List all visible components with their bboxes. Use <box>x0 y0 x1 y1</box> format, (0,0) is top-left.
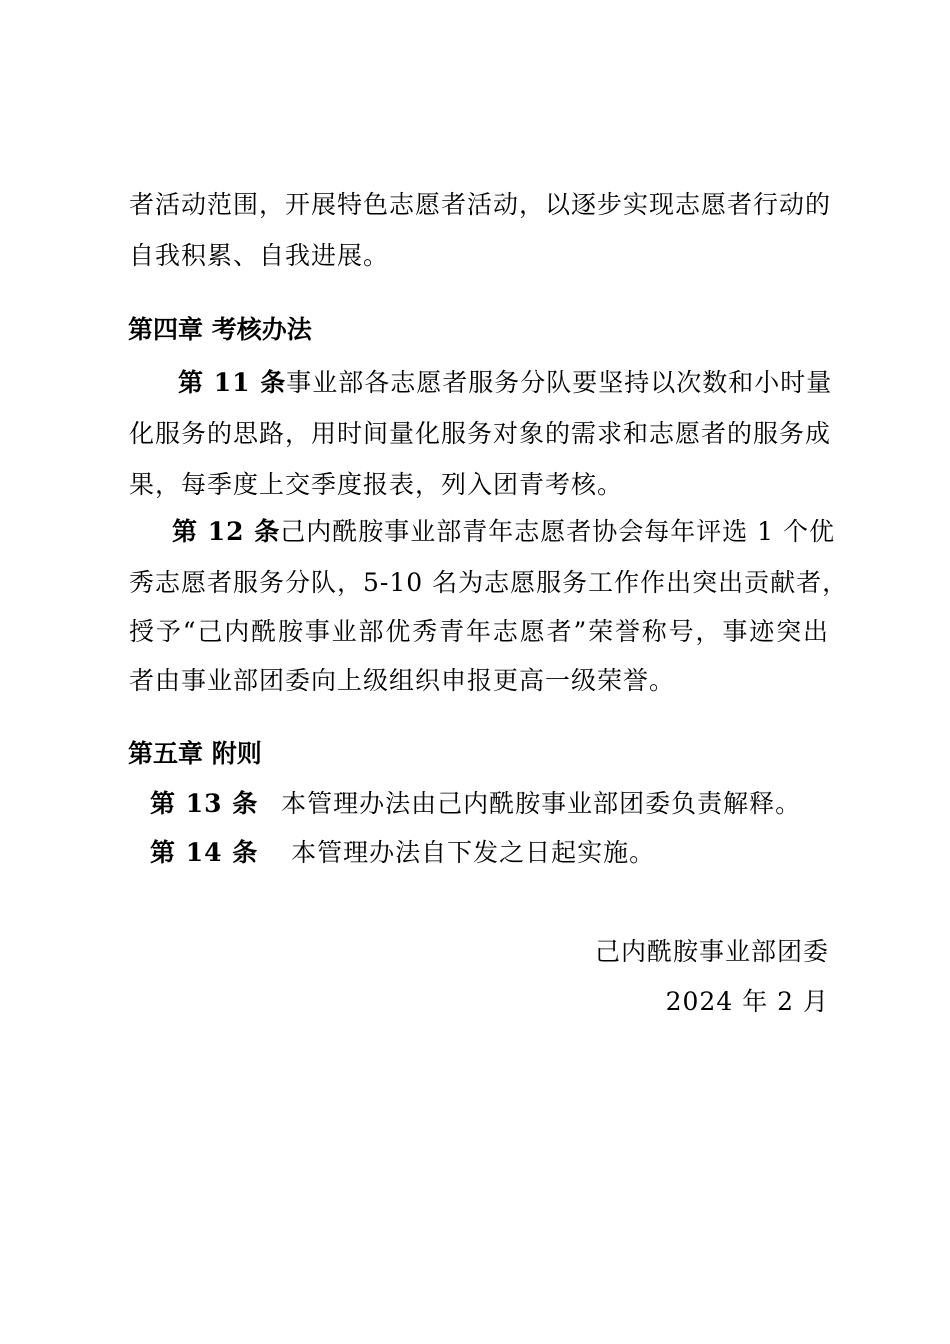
article-12-line-2: 秀志愿者服务分队，5-10 名为志愿服务工作作出突出贡献者， <box>129 568 849 597</box>
article-12-text-1: 己内酰胺事业部青年志愿者协会每年评选 1 个优 <box>280 517 836 546</box>
article-13-label: 第 13 条 <box>150 789 259 818</box>
intro-line-1: 者活动范围，开展特色志愿者活动，以逐步实现志愿者行动的 <box>129 190 832 219</box>
article-11-text-1: 事业部各志愿者服务分队要坚持以次数和小时量 <box>286 368 833 397</box>
signature-date: 2024 年 2 月 <box>665 987 829 1016</box>
article-11-label: 第 11 条 <box>178 368 287 397</box>
article-14-label: 第 14 条 <box>150 838 259 867</box>
article-13-line <box>150 787 801 821</box>
chapter-4-heading: 第四章 考核办法 <box>128 315 312 344</box>
article-11-line-2: 化服务的思路，用时间量化服务对象的需求和志愿者的服务成 <box>129 419 832 448</box>
article-14-line <box>150 836 655 870</box>
article-12-label: 第 12 条 <box>172 517 281 546</box>
article-12-line-1 <box>172 515 836 549</box>
chapter-5-heading: 第五章 附则 <box>128 739 262 768</box>
signature-organization: 己内酰胺事业部团委 <box>594 937 829 966</box>
article-11-line-1 <box>178 366 833 400</box>
article-12-line-4: 者由事业部团委向上级组织申报更高一级荣誉。 <box>129 666 676 695</box>
intro-line-2: 自我积累、自我进展。 <box>129 241 390 270</box>
article-11-line-3: 果，每季度上交季度报表，列入团青考核。 <box>129 470 624 499</box>
article-13-text: 本管理办法由己内酰胺事业部团委负责解释。 <box>281 789 802 818</box>
article-12-line-3: 授予“己内酰胺事业部优秀青年志愿者”荣誉称号，事迹突出 <box>129 617 829 646</box>
article-14-text: 本管理办法自下发之日起实施。 <box>291 838 656 867</box>
